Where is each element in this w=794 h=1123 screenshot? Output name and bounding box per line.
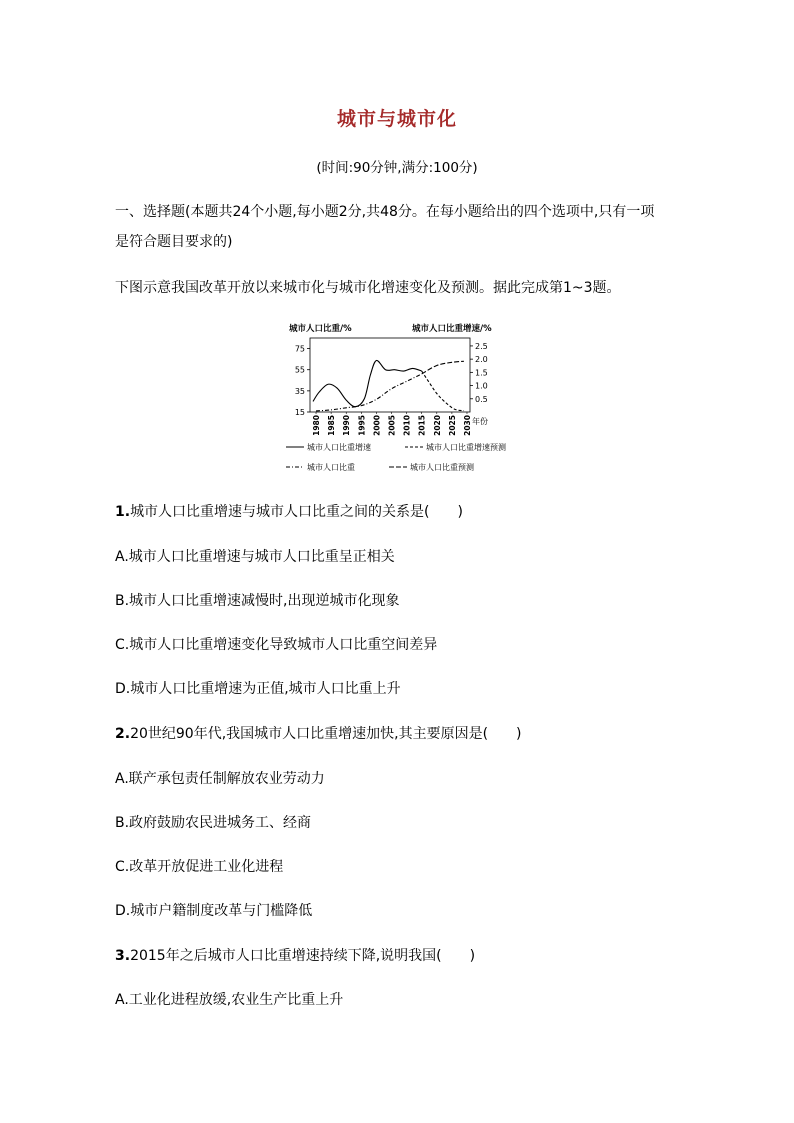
right-tick-label: 2.0 — [475, 355, 488, 365]
legend-label-growth-forecast: 城市人口比重增速预测 — [426, 443, 506, 452]
x-tick-label: 2000 — [372, 415, 382, 436]
right-axis-label: 城市人口比重增速/% — [412, 324, 492, 334]
option-3-a: A.工业化进程放缓,农业生产比重上升 — [115, 992, 344, 1008]
x-tick-label: 2025 — [447, 415, 457, 436]
chart-intro: 下图示意我国改革开放以来城市化与城市化增速变化及预测。据此完成第1~3题。 — [115, 280, 621, 296]
legend-label-share: 城市人口比重 — [307, 463, 355, 472]
section-heading-line2: 是符合题目要求的) — [115, 234, 233, 250]
exam-info: (时间:90分钟,满分:100分) — [316, 160, 478, 176]
x-tick-label: 1980 — [312, 415, 322, 436]
question-stem: 城市人口比重增速与城市人口比重之间的关系是( ) — [130, 504, 463, 520]
section-heading-line1: 一、选择题(本题共24个小题,每小题2分,共48分。在每小题给出的四个选项中,只有一项 — [115, 204, 655, 220]
right-tick-label: 1.0 — [475, 381, 488, 391]
series-line-2 — [422, 371, 464, 411]
x-tick-label: 2015 — [417, 415, 427, 436]
urbanization-chart — [282, 318, 518, 480]
option-1-c: C.城市人口比重增速变化导致城市人口比重空间差异 — [115, 637, 438, 653]
series-line-4 — [422, 361, 464, 374]
x-tick-label: 1985 — [327, 415, 337, 436]
question-stem: 20世纪90年代,我国城市人口比重增速加快,其主要原因是( ) — [130, 726, 522, 742]
x-tick-label: 1995 — [357, 415, 367, 436]
x-tick-label: 2005 — [387, 415, 397, 436]
question-number: 2. — [115, 726, 131, 742]
legend-label-share-forecast: 城市人口比重预测 — [410, 463, 474, 472]
question-stem: 2015年之后城市人口比重增速持续下降,说明我国( ) — [130, 948, 476, 964]
left-tick-label: 15 — [294, 408, 305, 417]
question-number: 3. — [115, 948, 131, 964]
plot-frame — [310, 338, 470, 412]
left-tick-label: 35 — [294, 386, 305, 396]
question-2 — [115, 720, 522, 748]
x-tick-label: 2020 — [432, 415, 442, 436]
question-3 — [115, 942, 475, 970]
left-axis-label: 城市人口比重/% — [289, 324, 352, 334]
option-2-d: D.城市户籍制度改革与门槛降低 — [115, 903, 313, 919]
right-tick-label: 0.5 — [475, 394, 488, 404]
option-1-d: D.城市人口比重增速为正值,城市人口比重上升 — [115, 681, 401, 697]
x-tick-label: 2030 — [462, 415, 472, 436]
x-tick-label: 2010 — [402, 415, 412, 436]
option-1-a: A.城市人口比重增速与城市人口比重呈正相关 — [115, 549, 395, 565]
option-2-b: B.政府鼓励农民进城务工、经商 — [115, 815, 312, 831]
right-tick-label: 1.5 — [475, 368, 488, 378]
series-line-1 — [313, 360, 422, 406]
option-1-b: B.城市人口比重增速减慢时,出现逆城市化现象 — [115, 593, 400, 609]
question-number: 1. — [115, 504, 131, 520]
x-axis-label: 年份 — [472, 417, 488, 426]
left-tick-label: 55 — [294, 365, 305, 375]
option-2-a: A.联产承包责任制解放农业劳动力 — [115, 771, 325, 787]
page-title: 城市与城市化 — [336, 108, 457, 130]
question-1 — [115, 498, 463, 526]
x-tick-label: 1990 — [342, 415, 352, 436]
left-tick-label: 75 — [294, 344, 305, 354]
right-tick-label: 2.5 — [475, 341, 488, 351]
legend-label-growth: 城市人口比重增速 — [307, 443, 371, 452]
option-2-c: C.改革开放促进工业化进程 — [115, 859, 284, 875]
